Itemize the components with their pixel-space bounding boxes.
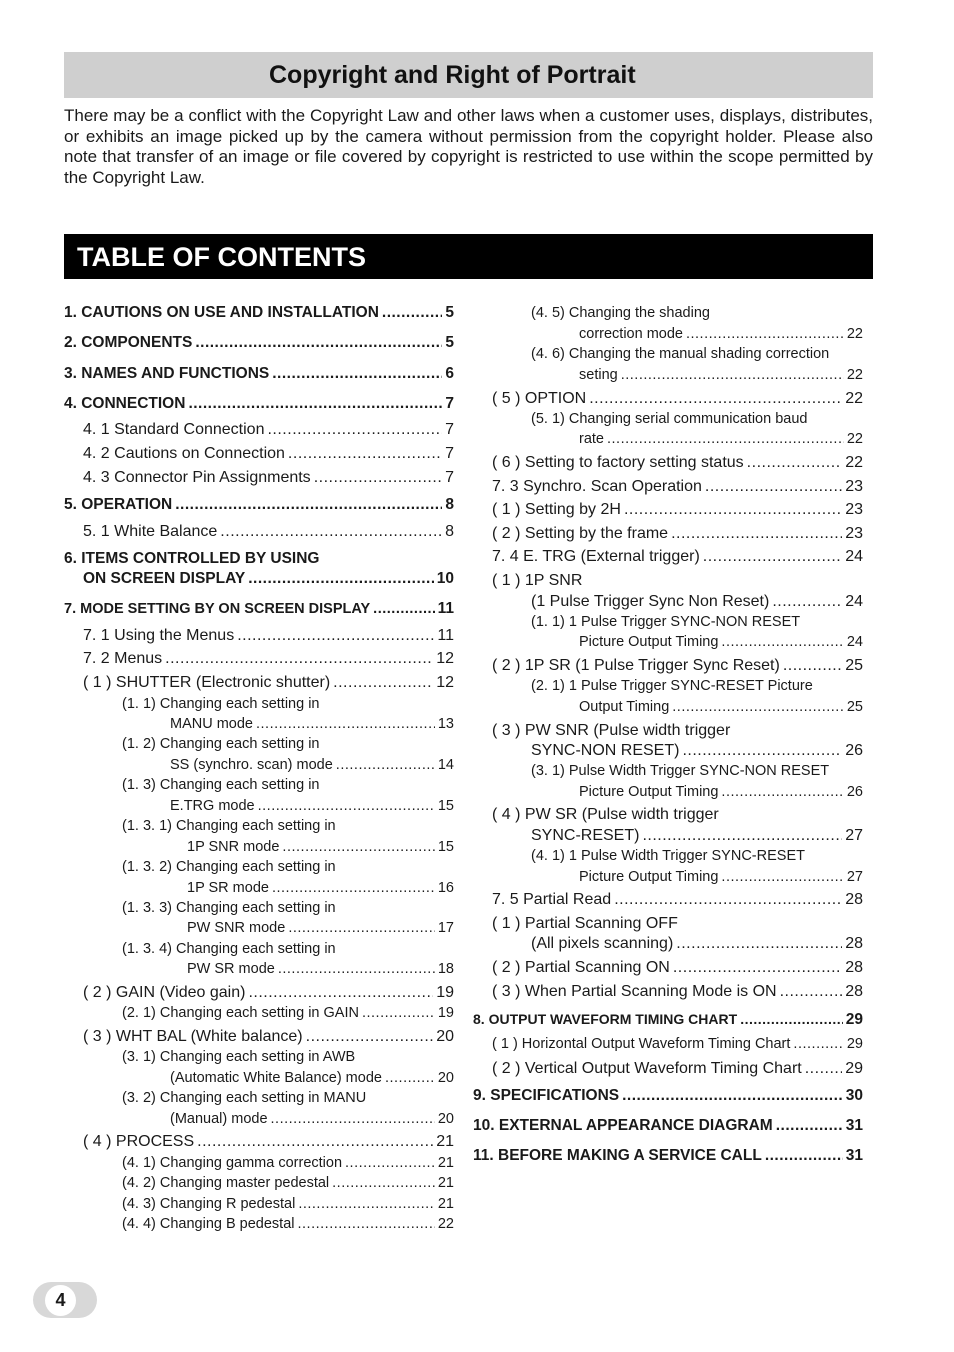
toc-leader <box>765 1147 843 1165</box>
toc-entry[interactable] <box>64 334 454 352</box>
toc-entry[interactable] <box>170 1111 454 1127</box>
toc-entry-text: (3. 1) Pulse Width Trigger SYNC-NON RESET <box>531 763 830 779</box>
toc-entry[interactable] <box>492 478 863 496</box>
toc-entry[interactable] <box>531 827 863 845</box>
toc-page-number: 28 <box>845 891 863 908</box>
toc-entry-text: (1. 3) Changing each setting in <box>122 777 320 793</box>
toc-leader <box>705 478 842 496</box>
toc-entry[interactable] <box>531 593 863 611</box>
toc-entry[interactable] <box>492 657 863 675</box>
toc-leader <box>271 1111 435 1127</box>
toc-entry-text: (1. 3. 2) Changing each setting in <box>122 859 336 875</box>
toc-entry[interactable] <box>83 984 454 1002</box>
copyright-title: Copyright and Right of Portrait <box>269 61 636 89</box>
toc-entry-text: (4. 4) Changing B pedestal <box>122 1216 295 1232</box>
toc-page-number: 29 <box>845 1011 863 1028</box>
toc-leader <box>175 496 442 514</box>
toc-leader <box>805 1060 842 1078</box>
toc-leader <box>298 1196 435 1212</box>
toc-entry[interactable] <box>492 548 863 566</box>
toc-page-number: 28 <box>845 983 863 1000</box>
toc-entry[interactable] <box>492 959 863 977</box>
toc-entry-text: (4. 5) Changing the shading <box>531 305 710 321</box>
toc-entry[interactable] <box>492 454 863 472</box>
toc-leader <box>272 880 435 896</box>
toc-entry[interactable] <box>187 961 454 977</box>
toc-leader <box>589 390 842 408</box>
toc-page-number: 6 <box>445 365 454 382</box>
toc-entry-text: Output Timing <box>579 699 670 715</box>
toc-entry[interactable] <box>64 395 454 413</box>
toc-page-number: 20 <box>437 1070 454 1086</box>
toc-entry[interactable] <box>473 1147 863 1165</box>
toc-page-number: 21 <box>436 1133 454 1150</box>
toc-entry-text: 7. 5 Partial Read <box>492 891 612 908</box>
toc-entry-text: (1. 2) Changing each setting in <box>122 736 320 752</box>
toc-page-number: 19 <box>436 984 454 1001</box>
toc-page-number: 7 <box>445 445 454 462</box>
toc-entry[interactable] <box>579 367 863 383</box>
toc-entry-text: 5. OPERATION <box>64 496 173 513</box>
toc-entry-text: 3. NAMES AND FUNCTIONS <box>64 365 270 382</box>
toc-page-number: 23 <box>845 501 863 518</box>
toc-entry-text: 1. CAUTIONS ON USE AND INSTALLATION <box>64 304 379 321</box>
toc-entry-text: (1 Pulse Trigger Sync Non Reset) <box>531 593 770 610</box>
toc-entry-text: (4. 3) Changing R pedestal <box>122 1196 296 1212</box>
toc-page-number: 11 <box>437 627 454 644</box>
toc-leader <box>740 1011 843 1027</box>
toc-entry-text: PW SR mode <box>187 961 275 977</box>
toc-leader <box>298 1216 435 1232</box>
toc-page-number: 21 <box>437 1196 454 1212</box>
toc-entry[interactable] <box>64 600 454 618</box>
toc-entry-text: ( 1 ) 1P SNR <box>492 572 583 589</box>
toc-entry-text: ( 2 ) Partial Scanning ON <box>492 959 670 976</box>
toc-leader <box>314 469 442 487</box>
toc-page-number: 15 <box>437 839 454 855</box>
toc-page-number: 22 <box>845 390 863 407</box>
toc-page-number: 27 <box>845 827 863 844</box>
toc-page-number: 18 <box>437 961 454 977</box>
toc-entry[interactable] <box>579 869 863 885</box>
toc-page-number: 8 <box>445 496 454 513</box>
toc-entry[interactable] <box>492 1036 863 1052</box>
toc-page-number: 22 <box>846 367 863 383</box>
toc-entry-text: ( 2 ) 1P SR (1 Pulse Trigger Sync Reset) <box>492 657 780 674</box>
toc-entry[interactable] <box>579 326 863 342</box>
toc-page-number: 21 <box>437 1155 454 1171</box>
toc-entry-text: 5. 1 White Balance <box>83 523 218 540</box>
toc-page-number: 8 <box>445 523 454 540</box>
toc-page-number: 10 <box>436 570 454 587</box>
toc-leader <box>256 716 435 732</box>
toc-leader <box>614 891 842 909</box>
toc-entry[interactable] <box>64 496 454 514</box>
toc-entry[interactable] <box>170 798 454 814</box>
toc-leader <box>195 334 442 352</box>
toc-entry-text: 7. MODE SETTING BY ON SCREEN DISPLAY <box>64 601 371 617</box>
toc-leader <box>288 920 435 936</box>
toc-page-number: 24 <box>845 593 863 610</box>
toc-leader <box>258 798 435 814</box>
toc-heading-band <box>64 234 873 279</box>
toc-page-number: 25 <box>846 699 863 715</box>
toc-entry[interactable] <box>473 1087 863 1105</box>
toc-entry-text: 1P SNR mode <box>187 839 280 855</box>
toc-leader <box>385 1070 435 1086</box>
toc-page-number: 7 <box>445 469 454 486</box>
toc-page-number: 25 <box>845 657 863 674</box>
toc-page-number: 30 <box>845 1087 863 1104</box>
toc-entry-text: ON SCREEN DISPLAY <box>83 570 246 587</box>
toc-entry-text: (3. 1) Changing each setting in AWB <box>122 1049 356 1065</box>
toc-page-number: 20 <box>436 1028 454 1045</box>
toc-entry[interactable] <box>492 1060 863 1078</box>
toc-page-number: 22 <box>846 431 863 447</box>
toc-leader <box>332 1175 435 1191</box>
toc-entry-text: 7. 4 E. TRG (External trigger) <box>492 548 700 565</box>
toc-leader <box>621 367 844 383</box>
copyright-heading-band <box>64 52 873 98</box>
toc-leader <box>373 601 434 617</box>
toc-entry[interactable] <box>492 983 863 1001</box>
toc-entry[interactable] <box>64 304 454 322</box>
toc-page-number: 11 <box>437 600 454 617</box>
toc-leader <box>188 395 442 413</box>
toc-entry-text: MANU mode <box>170 716 253 732</box>
toc-page-number: 7 <box>445 395 454 412</box>
toc-entry-text: 4. 2 Cautions on Connection <box>83 445 285 462</box>
toc-entry-text: ( 3 ) When Partial Scanning Mode is ON <box>492 983 777 1000</box>
toc-page-number: 29 <box>845 1060 863 1077</box>
toc-leader <box>673 959 842 977</box>
toc-leader <box>721 634 843 650</box>
toc-entry-text: (1. 3. 1) Changing each setting in <box>122 818 336 834</box>
toc-leader <box>682 742 842 760</box>
toc-entry[interactable] <box>170 716 454 732</box>
toc-leader <box>793 1036 843 1052</box>
toc-entry[interactable] <box>83 421 454 439</box>
toc-entry[interactable] <box>579 634 863 650</box>
toc-leader <box>676 935 842 953</box>
toc-entry-text: Picture Output Timing <box>579 634 719 650</box>
toc-leader <box>345 1155 435 1171</box>
toc-entry[interactable] <box>531 935 863 953</box>
toc-entry-text: 6. ITEMS CONTROLLED BY USING <box>64 550 320 567</box>
toc-entry[interactable] <box>83 445 454 463</box>
toc-entry-text: SYNC-NON RESET) <box>531 742 680 759</box>
toc-leader <box>278 961 435 977</box>
toc-leader <box>776 1117 843 1135</box>
toc-page-number: 12 <box>436 674 454 691</box>
toc-page-number: 22 <box>846 326 863 342</box>
toc-entry-text: ( 6 ) Setting to factory setting status <box>492 454 744 471</box>
toc-page-number: 28 <box>845 959 863 976</box>
toc-entry[interactable] <box>83 570 454 588</box>
toc-entry[interactable] <box>579 431 863 447</box>
toc-leader <box>248 570 434 588</box>
toc-page-number: 20 <box>437 1111 454 1127</box>
toc-leader <box>267 421 442 439</box>
toc-entry-text: (1. 3. 3) Changing each setting in <box>122 900 336 916</box>
toc-entry[interactable] <box>122 1216 454 1232</box>
toc-page-number: 14 <box>437 757 454 773</box>
toc-entry[interactable] <box>83 523 454 541</box>
toc-leader <box>780 983 843 1001</box>
toc-entry[interactable] <box>83 627 454 645</box>
toc-page-number: 26 <box>845 742 863 759</box>
toc-page-number: 24 <box>846 634 863 650</box>
toc-entry-text: ( 4 ) PW SR (Pulse width trigger <box>492 806 719 823</box>
toc-entry[interactable] <box>83 469 454 487</box>
toc-entry-text: (Automatic White Balance) mode <box>170 1070 382 1086</box>
toc-leader <box>721 869 843 885</box>
toc-entry-text: correction mode <box>579 326 683 342</box>
toc-entry-text: ( 5 ) OPTION <box>492 390 587 407</box>
toc-entry[interactable] <box>83 1133 454 1151</box>
toc-entry[interactable] <box>170 1070 454 1086</box>
toc-entry-text: Picture Output Timing <box>579 869 719 885</box>
toc-leader <box>248 984 433 1002</box>
toc-leader <box>197 1133 433 1151</box>
toc-entry-text: (3. 2) Changing each setting in MANU <box>122 1090 367 1106</box>
toc-entry[interactable] <box>83 650 454 668</box>
toc-page-number: 16 <box>437 880 454 896</box>
toc-entry-text: 2. COMPONENTS <box>64 334 193 351</box>
toc-entry-text: (4. 1) Changing gamma correction <box>122 1155 343 1171</box>
toc-entry-text: ( 1 ) Horizontal Output Waveform Timing Chart <box>492 1036 791 1052</box>
toc-page-number: 24 <box>845 548 863 565</box>
toc-title: TABLE OF CONTENTS <box>77 242 366 272</box>
toc-leader <box>336 757 435 773</box>
toc-leader <box>721 784 843 800</box>
toc-entry[interactable] <box>579 699 863 715</box>
toc-entry-text: seting <box>579 367 618 383</box>
toc-entry[interactable] <box>531 742 863 760</box>
toc-entry-text: E.TRG mode <box>170 798 255 814</box>
toc-entry-text: SS (synchro. scan) mode <box>170 757 333 773</box>
toc-entry-text: Picture Output Timing <box>579 784 719 800</box>
toc-page-number: 23 <box>845 525 863 542</box>
toc-page-number: 13 <box>437 716 454 732</box>
toc-entry-text: ( 1 ) Partial Scanning OFF <box>492 915 678 932</box>
toc-leader <box>362 1005 435 1021</box>
toc-entry-text: 7. 3 Synchro. Scan Operation <box>492 478 702 495</box>
toc-entry[interactable] <box>492 891 863 909</box>
toc-entry-text: (1. 3. 4) Changing each setting in <box>122 941 336 957</box>
toc-page-number: 12 <box>436 650 454 667</box>
toc-leader <box>272 365 442 383</box>
toc-entry-text: 8. OUTPUT WAVEFORM TIMING CHART <box>473 1011 738 1027</box>
toc-entry-text: (2. 1) Changing each setting in GAIN <box>122 1005 359 1021</box>
toc-leader <box>607 431 844 447</box>
toc-page-number: 5 <box>445 334 454 351</box>
toc-entry-text: 9. SPECIFICATIONS <box>473 1087 620 1104</box>
toc-leader <box>165 650 433 668</box>
toc-leader <box>237 627 434 645</box>
toc-entry-text: ( 2 ) Vertical Output Waveform Timing Chart <box>492 1060 802 1077</box>
toc-entry-text: ( 4 ) PROCESS <box>83 1133 195 1150</box>
toc-leader <box>642 827 842 845</box>
toc-entry-text: (2. 1) 1 Pulse Trigger SYNC-RESET Picture <box>531 678 813 694</box>
toc-page-number: 28 <box>845 935 863 952</box>
toc-entry-text: ( 2 ) GAIN (Video gain) <box>83 984 246 1001</box>
toc-page-number: 31 <box>845 1117 863 1134</box>
toc-entry-text: (All pixels scanning) <box>531 935 674 952</box>
toc-entry[interactable] <box>83 1028 454 1046</box>
toc-entry[interactable] <box>122 1196 454 1212</box>
toc-entry[interactable] <box>473 1117 863 1135</box>
toc-entry-text: ( 1 ) Setting by 2H <box>492 501 621 518</box>
toc-leader <box>306 1028 434 1046</box>
toc-entry-text: SYNC-RESET) <box>531 827 640 844</box>
toc-entry[interactable] <box>122 1155 454 1171</box>
page-number: 4 <box>45 1285 76 1316</box>
toc-leader <box>220 523 442 541</box>
toc-entry-text: (1. 1) Changing each setting in <box>122 696 320 712</box>
toc-entry-text: (4. 1) 1 Pulse Width Trigger SYNC-RESET <box>531 848 805 864</box>
toc-entry[interactable] <box>122 1005 454 1021</box>
toc-entry[interactable] <box>187 839 454 855</box>
toc-page-number: 23 <box>845 478 863 495</box>
toc-leader <box>686 326 844 342</box>
toc-entry-text: (4. 6) Changing the manual shading correction <box>531 346 830 362</box>
toc-entry-text: (Manual) mode <box>170 1111 268 1127</box>
toc-entry-text: 4. 1 Standard Connection <box>83 421 265 438</box>
toc-entry-text: 7. 1 Using the Menus <box>83 627 235 644</box>
toc-page-number: 26 <box>846 784 863 800</box>
toc-entry-text: 10. EXTERNAL APPEARANCE DIAGRAM <box>473 1117 773 1134</box>
toc-entry-text: 11. BEFORE MAKING A SERVICE CALL <box>473 1147 762 1164</box>
toc-page-number: 21 <box>437 1175 454 1191</box>
toc-entry-text: 7. 2 Menus <box>83 650 163 667</box>
toc-page-number: 22 <box>437 1216 454 1232</box>
toc-entry-text: (4. 2) Changing master pedestal <box>122 1175 330 1191</box>
toc-page-number: 15 <box>437 798 454 814</box>
toc-entry-text: (1. 1) 1 Pulse Trigger SYNC-NON RESET <box>531 614 801 630</box>
toc-leader <box>333 674 433 692</box>
toc-entry-text: 4. CONNECTION <box>64 395 186 412</box>
toc-entry[interactable] <box>492 501 863 519</box>
toc-page-number: 17 <box>437 920 454 936</box>
toc-entry[interactable] <box>579 784 863 800</box>
toc-leader <box>282 839 434 855</box>
toc-entry[interactable] <box>473 1011 863 1029</box>
toc-entry-text: 1P SR mode <box>187 880 269 896</box>
toc-entry-text: ( 3 ) PW SNR (Pulse width trigger <box>492 722 731 739</box>
toc-leader <box>624 501 842 519</box>
toc-entry[interactable] <box>122 1175 454 1191</box>
toc-entry-text: ( 3 ) WHT BAL (White balance) <box>83 1028 303 1045</box>
toc-page-number: 19 <box>437 1005 454 1021</box>
toc-page-number: 5 <box>445 304 454 321</box>
toc-entry-text: PW SNR mode <box>187 920 286 936</box>
toc-leader <box>703 548 842 566</box>
toc-entry[interactable] <box>492 525 863 543</box>
toc-leader <box>288 445 442 463</box>
toc-entry[interactable] <box>492 390 863 408</box>
toc-entry[interactable] <box>170 757 454 773</box>
toc-leader <box>671 525 842 543</box>
toc-page-number: 7 <box>445 421 454 438</box>
toc-leader <box>382 304 442 322</box>
toc-page-number: 27 <box>846 869 863 885</box>
toc-leader <box>672 699 844 715</box>
toc-leader <box>747 454 843 472</box>
toc-entry[interactable] <box>64 365 454 383</box>
toc-page-number: 31 <box>845 1147 863 1164</box>
toc-page-number: 29 <box>846 1036 863 1052</box>
toc-leader <box>772 593 842 611</box>
toc-entry[interactable] <box>187 920 454 936</box>
toc-page-number: 22 <box>845 454 863 471</box>
toc-leader <box>783 657 842 675</box>
toc-entry-text: 4. 3 Connector Pin Assignments <box>83 469 311 486</box>
copyright-body: There may be a conflict with the Copyright Law and other laws when a customer uses, displays, distributes, or exhibits an image picked up by the camera without permission from the copyright holder. Please also note that transfer of an image or file covered by copyright is restricted to use within the scope permitted by the Copyright Law. <box>64 106 873 187</box>
toc-entry-text: (5. 1) Changing serial communication baud <box>531 411 808 427</box>
toc-leader <box>622 1087 843 1105</box>
toc-entry[interactable] <box>83 674 454 692</box>
toc-entry-text: ( 2 ) Setting by the frame <box>492 525 669 542</box>
toc-entry[interactable] <box>187 880 454 896</box>
toc-entry-text: rate <box>579 431 604 447</box>
toc-entry-text: ( 1 ) SHUTTER (Electronic shutter) <box>83 674 331 691</box>
